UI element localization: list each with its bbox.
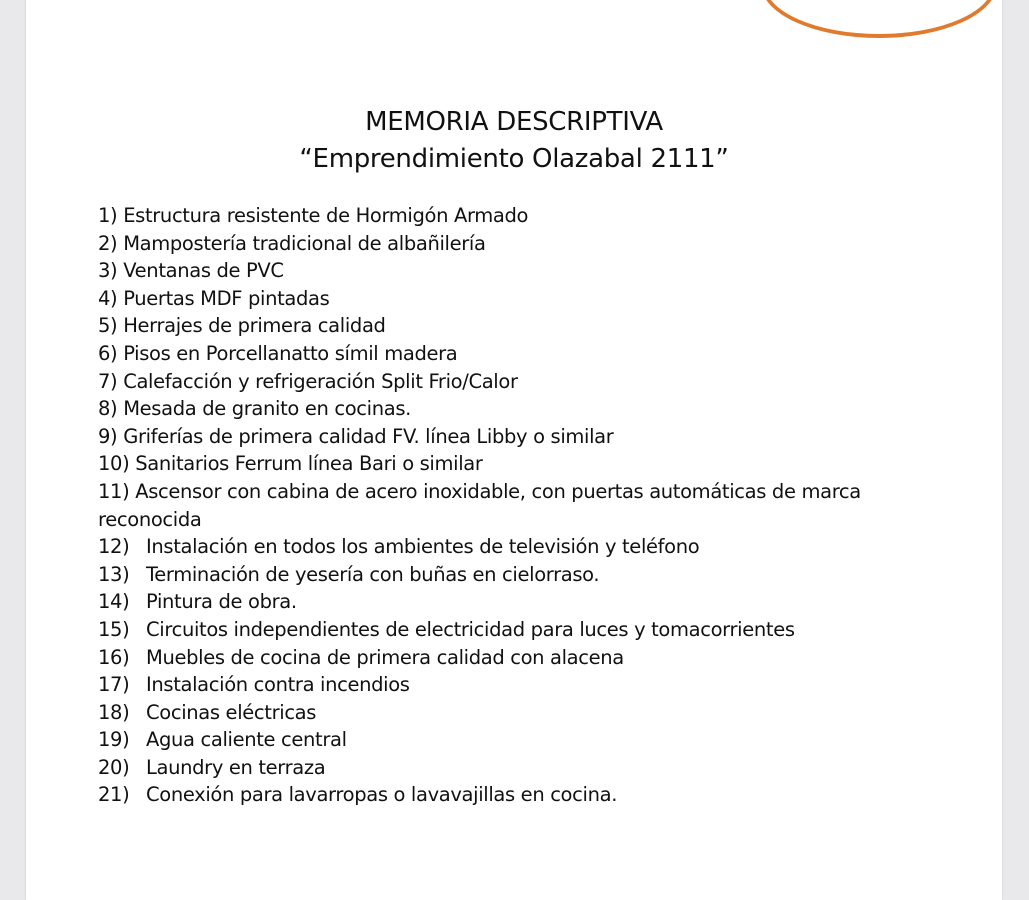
item-text: Conexión para lavarropas o lavavajillas en cocina.	[146, 783, 618, 807]
list-item	[98, 478, 958, 533]
document-page	[26, 0, 1002, 900]
item-text: Terminación de yesería con buñas en cielorraso.	[146, 562, 600, 586]
list-item	[98, 671, 958, 699]
item-number: 14)	[98, 590, 130, 614]
list-item	[98, 644, 958, 672]
item-number: 8)	[98, 397, 118, 421]
list-item	[98, 285, 958, 313]
specification-list	[98, 202, 958, 809]
document-title: MEMORIA DESCRIPTIVA	[365, 107, 663, 137]
list-item	[98, 423, 958, 451]
item-text: Puertas MDF pintadas	[123, 286, 330, 310]
list-item	[98, 699, 958, 727]
item-text: Agua caliente central	[146, 728, 347, 752]
list-item	[98, 561, 958, 589]
item-text: Instalación en todos los ambientes de televisión y teléfono	[146, 535, 700, 559]
item-number: 12)	[98, 535, 130, 559]
item-text: Herrajes de primera calidad	[123, 314, 386, 338]
logo-arc	[761, 0, 997, 38]
item-number: 2)	[98, 231, 118, 255]
item-number: 21)	[98, 783, 130, 807]
list-item	[98, 395, 958, 423]
item-number: 9)	[98, 424, 118, 448]
item-text: Pisos en Porcellanatto símil madera	[123, 341, 458, 365]
item-text: Ascensor con cabina de acero inoxidable, con puertas automáticas de marca reconocida	[98, 479, 861, 531]
item-number: 18)	[98, 700, 130, 724]
list-item	[98, 257, 958, 285]
list-item	[98, 230, 958, 258]
item-number: 4)	[98, 286, 118, 310]
list-item	[98, 588, 958, 616]
item-text: Muebles de cocina de primera calidad con alacena	[146, 645, 624, 669]
list-item	[98, 340, 958, 368]
list-item	[98, 781, 958, 809]
item-number: 16)	[98, 645, 130, 669]
item-number: 7)	[98, 369, 118, 393]
document-subtitle: “Emprendimiento Olazabal 2111”	[299, 144, 729, 174]
list-item	[98, 312, 958, 340]
item-text: Laundry en terraza	[146, 755, 326, 779]
list-item	[98, 726, 958, 754]
item-number: 17)	[98, 673, 130, 697]
item-text: Instalación contra incendios	[146, 673, 410, 697]
list-item	[98, 616, 958, 644]
item-text: Mesada de granito en cocinas.	[123, 397, 411, 421]
list-item	[98, 754, 958, 782]
item-number: 20)	[98, 755, 130, 779]
item-text: Pintura de obra.	[146, 590, 297, 614]
list-item	[98, 533, 958, 561]
item-number: 11)	[98, 479, 130, 503]
list-item	[98, 450, 958, 478]
item-number: 6)	[98, 341, 118, 365]
item-number: 1)	[98, 204, 118, 227]
item-number: 19)	[98, 728, 130, 752]
item-text: Ventanas de PVC	[123, 259, 284, 283]
list-item	[98, 202, 958, 230]
item-number: 3)	[98, 259, 118, 283]
item-text: Estructura resistente de Hormigón Armado	[123, 204, 529, 227]
item-text: Calefacción y refrigeración Split Frio/Calor	[123, 369, 518, 393]
item-text: Circuitos independientes de electricidad para luces y tomacorrientes	[146, 617, 795, 641]
item-text: Cocinas eléctricas	[146, 700, 317, 724]
item-number: 10)	[98, 452, 130, 476]
item-number: 13)	[98, 562, 130, 586]
item-number: 5)	[98, 314, 118, 338]
item-text: Mampostería tradicional de albañilería	[123, 231, 486, 255]
item-text: Sanitarios Ferrum línea Bari o similar	[135, 452, 483, 476]
item-text: Griferías de primera calidad FV. línea Libby o similar	[123, 424, 614, 448]
list-item	[98, 368, 958, 396]
item-number: 15)	[98, 617, 130, 641]
